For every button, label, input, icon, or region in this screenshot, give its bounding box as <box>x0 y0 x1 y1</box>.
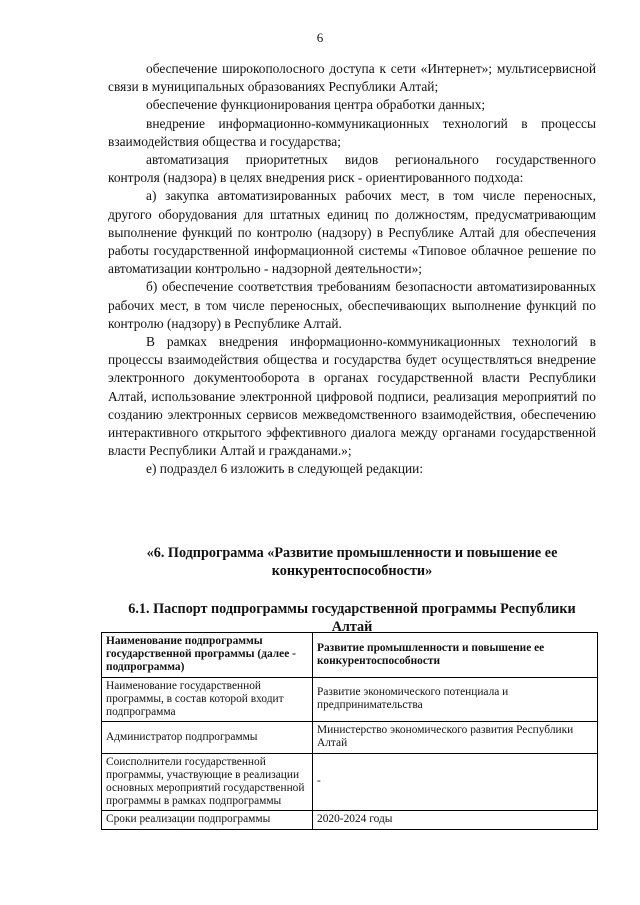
paragraph: а) закупка автоматизированных рабочих мест, в том числе переносных, другого оборудования для штатных единиц по должностям, предусматривающим выполнение функций по контролю (надзору) в Республике Алтай для обеспечения работы государственной информационной системы «Типовое облачное решение по автоматизации контрольно - надзорной деятельности»; <box>108 188 596 277</box>
paragraph: е) подраздел 6 изложить в следующей редакции: <box>146 461 424 477</box>
table-cell-label: Наименование подпрограммы государственной программы (далее - подпрограмма) <box>102 633 313 678</box>
table-row <box>102 633 598 678</box>
table-cell-value: - <box>313 753 598 811</box>
table-cell-value: Министерство экономического развития Республики Алтай <box>313 722 598 753</box>
paragraph: обеспечение функционирования центра обработки данных; <box>146 97 486 113</box>
table-row <box>102 722 598 753</box>
passport-table <box>101 632 598 830</box>
page-number: 6 <box>316 30 324 45</box>
table-cell-label: Наименование государственной программы, в состав которой входит подпрограмма <box>102 677 313 722</box>
paragraph: б) обеспечение соответствия требованиям безопасности автоматизированных рабочих мест, в том числе переносных, обеспечивающих выполнение функций по контролю (надзору) в Республике Алтай. <box>108 279 596 331</box>
table-cell-label: Сроки реализации подпрограммы <box>102 811 313 829</box>
table-row <box>102 677 598 722</box>
table-row <box>102 811 598 829</box>
table-cell-value: Развитие промышленности и повышение ее конкурентоспособности <box>313 633 598 678</box>
passport-heading: 6.1. Паспорт подпрограммы государственной программы Республики Алтай <box>128 601 576 635</box>
paragraph: обеспечение широкополосного доступа к сети «Интернет»; мультисервисной связи в муниципальных образованиях Республики Алтай; <box>108 61 596 95</box>
paragraph: В рамках внедрения информационно-коммуникационных технологий в процессы взаимодействия общества и государства будет осуществляться внедрение электронного документооборота в органах государственной власти Республики Алтай, использование электронной цифровой подписи, реализация мероприятий по созданию электронных сервисов межведомственного взаимодействия, обеспечению интерактивного открытого эффективного диалога между органами государственной власти Республики Алтай и гражданами.»; <box>108 334 596 459</box>
table-row <box>102 753 598 811</box>
paragraph: внедрение информационно-коммуникационных технологий в процессы взаимодействия общества и государства; <box>108 115 596 149</box>
table-cell-value: Развитие экономического потенциала и предпринимательства <box>313 677 598 722</box>
body-text <box>108 60 596 479</box>
subprogram-heading: «6. Подпрограмма «Развитие промышленности и повышение ее конкурентоспособности» <box>146 545 558 579</box>
table-cell-label: Администратор подпрограммы <box>102 722 313 753</box>
table-cell-value: 2020-2024 годы <box>313 811 598 829</box>
paragraph: автоматизация приоритетных видов регионального государственного контроля (надзора) в целях внедрения риск - ориентированного подхода: <box>108 152 596 186</box>
table-cell-label: Соисполнители государственной программы, участвующие в реализации основных мероприятий государственной программы в рамках подпрограммы <box>102 753 313 811</box>
